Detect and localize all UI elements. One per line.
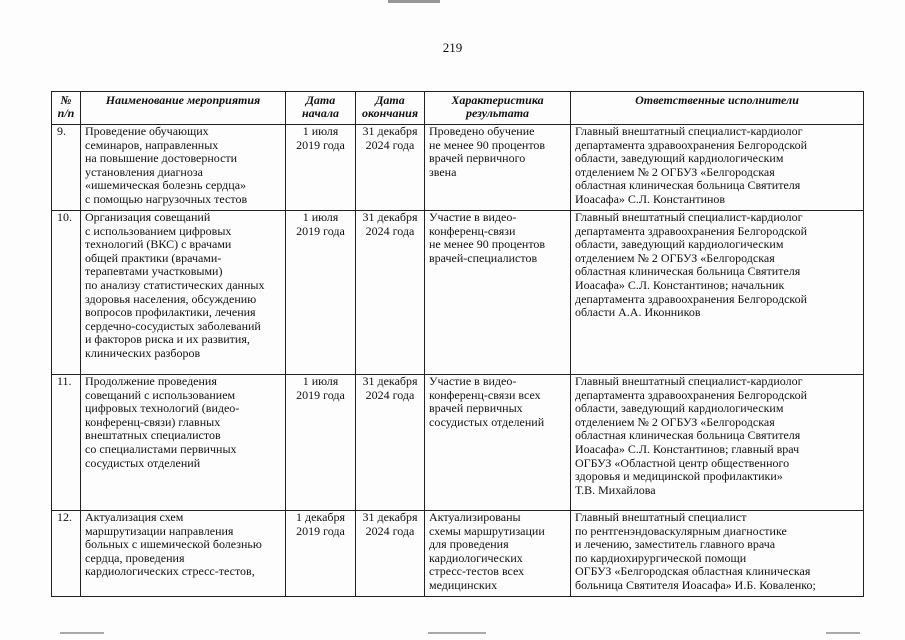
result-description bbox=[425, 211, 571, 375]
start-date bbox=[286, 511, 356, 597]
text-line: Иоасафа» С.Л. Константинов; главный врач bbox=[575, 441, 800, 456]
text-line: области А.А. Иконников bbox=[575, 305, 701, 320]
text-line: отделением № 2 ОГБУЗ «Белгородская bbox=[575, 164, 775, 179]
text-line: общей практики (врачами- bbox=[85, 250, 222, 265]
text-line: области, заведующий кардиологическим bbox=[575, 237, 784, 252]
text-line: отделением № 2 ОГБУЗ «Белгородская bbox=[575, 414, 775, 429]
text-line: сосудистых отделений bbox=[429, 414, 545, 429]
text-line: здоровья населения, обсуждению bbox=[85, 291, 257, 306]
text-line: Главный внештатный специалист bbox=[575, 510, 747, 524]
text-line: начала bbox=[302, 106, 339, 120]
text-line: терапевтами участковыми) bbox=[85, 264, 223, 279]
text-line: области, заведующий кардиологическим bbox=[575, 401, 784, 416]
row-number: 10. bbox=[52, 211, 81, 375]
text-line: и лечению, заместитель главного врача bbox=[575, 537, 776, 552]
row-number: 11. bbox=[52, 375, 81, 511]
activity-name bbox=[81, 125, 286, 211]
text-line: технологий (ВКС) с врачами bbox=[85, 237, 232, 252]
text-line: больница Святителя Иоасафа» И.Б. Коваленко; bbox=[575, 577, 816, 592]
text-line: 2019 года bbox=[296, 523, 345, 538]
end-date bbox=[356, 125, 425, 211]
text-line: 2024 года bbox=[365, 387, 415, 402]
text-line: конференц-связи) главных bbox=[85, 414, 221, 429]
scan-artifact-bottom-left bbox=[60, 632, 104, 634]
text-line: Иоасафа» С.Л. Константинов; начальник bbox=[575, 277, 785, 292]
text-line: п/п bbox=[57, 106, 75, 120]
table-row bbox=[52, 211, 864, 375]
text-line: Дата bbox=[375, 93, 405, 107]
end-date bbox=[356, 511, 425, 597]
result-description bbox=[425, 375, 571, 511]
start-date bbox=[286, 375, 356, 511]
text-line: Проведение обучающих bbox=[85, 124, 209, 138]
text-line: с помощью нагрузочных тестов bbox=[85, 191, 248, 206]
text-line: сердца, проведения bbox=[85, 550, 185, 565]
responsible-persons bbox=[571, 211, 864, 375]
text-line: № bbox=[60, 93, 72, 107]
result-description bbox=[425, 511, 571, 597]
text-line: областная клиническая больница Святителя bbox=[575, 178, 801, 193]
table-row bbox=[52, 511, 864, 597]
text-line: семинаров, направленных bbox=[85, 137, 219, 152]
text-line: клинических разборов bbox=[85, 345, 201, 360]
responsible-persons bbox=[571, 125, 864, 211]
start-date bbox=[286, 211, 356, 375]
table-header-row bbox=[52, 92, 864, 125]
text-line: 31 декабря bbox=[362, 124, 418, 138]
activity-name bbox=[81, 375, 286, 511]
text-line: Характеристика bbox=[451, 93, 544, 107]
text-line: области, заведующий кардиологическим bbox=[575, 151, 784, 166]
header-responsible bbox=[571, 92, 864, 125]
text-line: здоровья и медицинской профилактики» bbox=[575, 469, 783, 484]
text-line: областная клиническая больница Святителя bbox=[575, 264, 801, 279]
text-line: 1 июля bbox=[302, 374, 339, 388]
text-line: кардиологических bbox=[429, 550, 523, 565]
text-line: Главный внештатный специалист-кардиолог bbox=[575, 374, 803, 388]
text-line: сердечно-сосудистых заболеваний bbox=[85, 318, 261, 333]
header-result bbox=[425, 92, 571, 125]
text-line: цифровых технологий (видео- bbox=[85, 401, 240, 416]
scan-artifact-bottom-mid bbox=[428, 632, 486, 634]
text-line: с использованием цифровых bbox=[85, 223, 232, 238]
text-line: областная клиническая больница Святителя bbox=[575, 428, 801, 443]
table-row bbox=[52, 375, 864, 511]
text-line: ОГБУЗ «Областной центр общественного bbox=[575, 455, 790, 470]
text-line: и факторов риска и их развития, bbox=[85, 332, 250, 347]
text-line: результата bbox=[465, 106, 530, 120]
text-line: врачей первичных bbox=[429, 401, 523, 416]
end-date bbox=[356, 375, 425, 511]
text-line: не менее 90 процентов bbox=[429, 137, 546, 152]
text-line: 2019 года bbox=[296, 387, 345, 402]
result-description bbox=[425, 125, 571, 211]
text-line: 31 декабря bbox=[362, 510, 418, 524]
text-line: 1 июля bbox=[302, 210, 339, 224]
responsible-persons bbox=[571, 511, 864, 597]
text-line: по кардиохирургической помощи bbox=[575, 550, 747, 565]
text-line: по рентгенэндоваскулярным диагностике bbox=[575, 523, 787, 538]
text-line: маршрутизации направления bbox=[85, 523, 234, 538]
text-line: департамента здравоохранения Белгородской bbox=[575, 137, 808, 152]
text-line: Актуализированы bbox=[429, 510, 521, 524]
text-line: не менее 90 процентов bbox=[429, 237, 546, 252]
text-line: 2024 года bbox=[365, 137, 415, 152]
page-number: 219 bbox=[442, 40, 463, 55]
text-line: Дата bbox=[305, 93, 336, 107]
text-line: стресс-тестов всех bbox=[429, 564, 525, 579]
text-line: звена bbox=[429, 164, 457, 179]
text-line: Иоасафа» С.Л. Константинов bbox=[575, 191, 726, 206]
header-num bbox=[52, 92, 81, 125]
activity-name bbox=[81, 211, 286, 375]
text-line: установления диагноза bbox=[85, 164, 203, 179]
text-line: Проведено обучение bbox=[429, 124, 535, 138]
text-line: Актуализация схем bbox=[85, 510, 184, 524]
header-name bbox=[81, 92, 286, 125]
header-start-date bbox=[286, 92, 356, 125]
text-line: окончания bbox=[361, 106, 419, 120]
text-line: больных с ишемической болезнью bbox=[85, 537, 262, 552]
text-line: 2024 года bbox=[365, 523, 415, 538]
text-line: Главный внештатный специалист-кардиолог bbox=[575, 124, 803, 138]
text-line: Главный внештатный специалист-кардиолог bbox=[575, 210, 803, 224]
text-line: для проведения bbox=[429, 537, 509, 552]
text-line: 31 декабря bbox=[362, 374, 418, 388]
text-line: Организация совещаний bbox=[85, 210, 211, 224]
header-end-date bbox=[356, 92, 425, 125]
text-line: кардиологических стресс-тестов, bbox=[85, 564, 255, 579]
text-line: Т.В. Михайлова bbox=[575, 482, 656, 497]
text-line: 1 декабря bbox=[295, 510, 346, 524]
text-line: на повышение достоверности bbox=[85, 151, 238, 166]
text-line: со специалистами первичных bbox=[85, 441, 237, 456]
scan-artifact-bottom-right bbox=[826, 632, 860, 634]
action-plan-table bbox=[51, 91, 864, 597]
text-line: вопросов профилактики, лечения bbox=[85, 305, 256, 320]
text-line: департамента здравоохранения Белгородской bbox=[575, 223, 808, 238]
text-line: 2024 года bbox=[365, 223, 415, 238]
text-line: совещаний с использованием bbox=[85, 387, 236, 402]
table-row bbox=[52, 125, 864, 211]
text-line: Продолжение проведения bbox=[85, 374, 217, 388]
text-line: 2019 года bbox=[296, 223, 345, 238]
responsible-persons bbox=[571, 375, 864, 511]
text-line: врачей-специалистов bbox=[429, 250, 538, 265]
row-number: 12. bbox=[52, 511, 81, 597]
text-line: «ишемическая болезнь сердца» bbox=[85, 178, 247, 193]
scan-artifact-top bbox=[388, 0, 440, 3]
text-line: конференц-связи bbox=[429, 223, 516, 238]
text-line: 2019 года bbox=[296, 137, 345, 152]
text-line: Наименование мероприятия bbox=[105, 93, 261, 107]
text-line: по анализу статистических данных bbox=[85, 277, 265, 292]
text-line: 31 декабря bbox=[362, 210, 418, 224]
end-date bbox=[356, 211, 425, 375]
row-number: 9. bbox=[52, 125, 81, 211]
text-line: врачей первичного bbox=[429, 151, 526, 166]
start-date bbox=[286, 125, 356, 211]
text-line: схемы маршрутизации bbox=[429, 523, 545, 538]
text-line: 1 июля bbox=[302, 124, 339, 138]
text-line: Участие в видео- bbox=[429, 210, 517, 224]
text-line: конференц-связи всех bbox=[429, 387, 541, 402]
text-line: отделением № 2 ОГБУЗ «Белгородская bbox=[575, 250, 775, 265]
text-line: Участие в видео- bbox=[429, 374, 517, 388]
text-line: сосудистых отделений bbox=[85, 455, 201, 470]
text-line: ОГБУЗ «Белгородская областная клиническая bbox=[575, 564, 811, 579]
text-line: Ответственные исполнители bbox=[635, 93, 799, 107]
text-line: медицинских bbox=[429, 577, 498, 592]
text-line: департамента здравоохранения Белгородской bbox=[575, 291, 808, 306]
text-line: департамента здравоохранения Белгородской bbox=[575, 387, 808, 402]
text-line: внештатных специалистов bbox=[85, 428, 221, 443]
activity-name bbox=[81, 511, 286, 597]
